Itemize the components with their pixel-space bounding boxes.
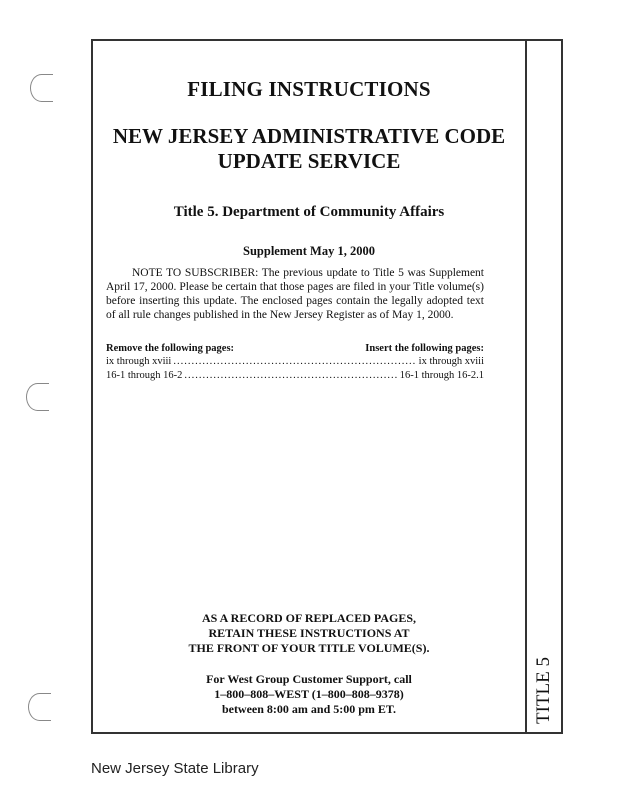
remove-header: Remove the following pages:	[106, 343, 235, 354]
dot-leader	[184, 370, 397, 381]
code-title	[91, 124, 527, 174]
punch-hole	[30, 74, 53, 102]
customer-support	[91, 672, 527, 717]
record-line: AS A RECORD OF REPLACED PAGES,	[201, 611, 417, 625]
side-tab-label: TITLE 5	[533, 656, 554, 724]
record-instructions	[91, 611, 527, 656]
insert-header: Insert the following pages:	[365, 343, 484, 354]
insert-pages: ix through xviii	[418, 356, 484, 367]
subscriber-note: NOTE TO SUBSCRIBER: The previous update to Title 5 was Supplement April 17, 2000. Please be certain that those pages are filed in your Title volume(s) before inserting this update. The enclosed pages contain the legally adopted text of all rule changes published in the New Jersey Register as of May 1, 2000.	[106, 267, 484, 321]
support-line: 1–800–808–WEST (1–800–808–9378)	[214, 687, 404, 701]
remove-pages: ix through xviii	[106, 356, 172, 367]
page-heading: FILING INSTRUCTIONS	[187, 77, 431, 101]
code-title-line: UPDATE SERVICE	[217, 149, 401, 173]
supplement-date: Supplement May 1, 2000	[243, 244, 375, 258]
table-row	[106, 356, 484, 367]
record-line: RETAIN THESE INSTRUCTIONS AT	[208, 626, 410, 640]
punch-hole	[26, 383, 49, 411]
record-line: THE FRONT OF YOUR TITLE VOLUME(S).	[188, 641, 430, 655]
support-line: between 8:00 am and 5:00 pm ET.	[221, 702, 397, 716]
title-line: Title 5. Department of Community Affairs	[173, 204, 445, 220]
code-title-line: NEW JERSEY ADMINISTRATIVE CODE	[112, 124, 506, 148]
remove-pages: 16-1 through 16-2	[106, 370, 183, 381]
dot-leader	[173, 356, 416, 367]
support-line: For West Group Customer Support, call	[206, 672, 412, 686]
punch-hole	[28, 693, 51, 721]
table-row	[106, 370, 484, 381]
pages-table-header	[106, 343, 484, 354]
library-stamp: New Jersey State Library	[91, 760, 259, 777]
insert-pages: 16-1 through 16-2.1	[399, 370, 484, 381]
